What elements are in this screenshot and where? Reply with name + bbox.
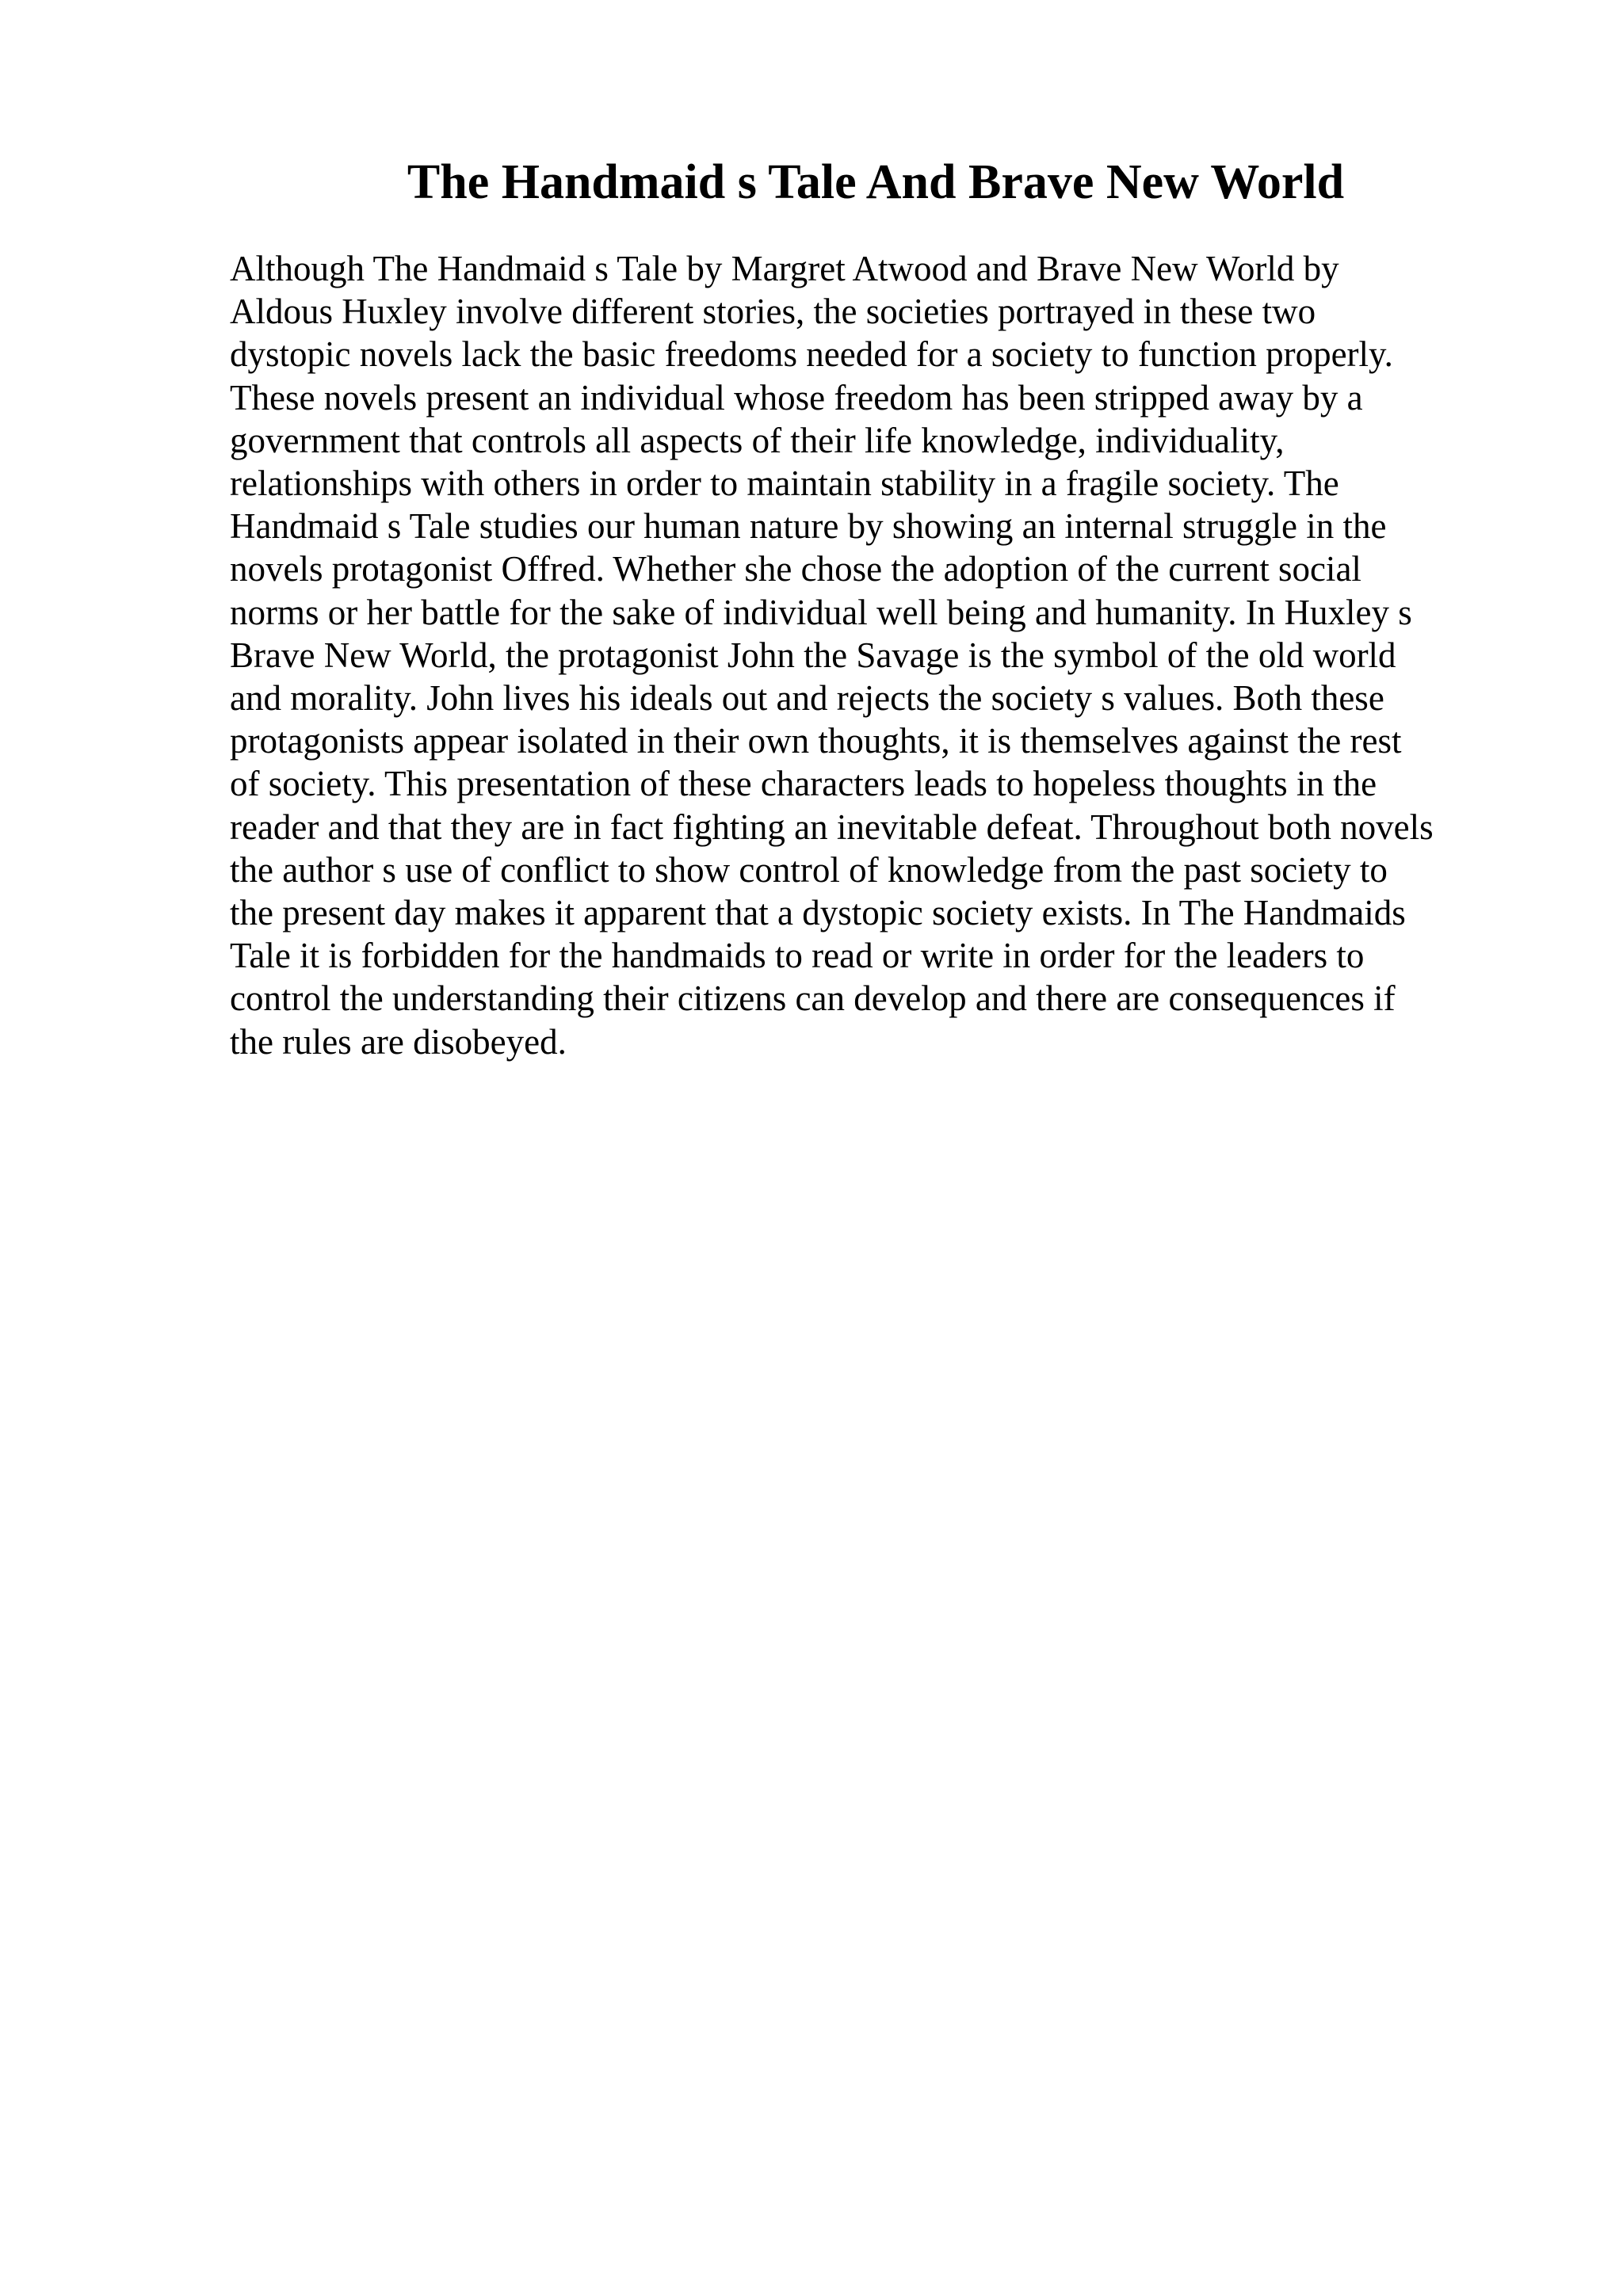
body-line: norms or her battle for the sake of individual well being and humanity. In Huxley s bbox=[230, 592, 1412, 632]
body-line: Handmaid s Tale studies our human nature by showing an internal struggle in the bbox=[230, 506, 1387, 547]
body-line: the rules are disobeyed. bbox=[230, 1021, 567, 1062]
body-line: Aldous Huxley involve different stories, the societies portrayed in these two bbox=[230, 292, 1316, 332]
body-line: novels protagonist Offred. Whether she chose the adoption of the current social bbox=[230, 549, 1361, 589]
body-line: These novels present an individual whose freedom has been stripped away by a bbox=[230, 377, 1363, 418]
body-line: of society. This presentation of these characters leads to hopeless thoughts in the bbox=[230, 764, 1377, 804]
body-line: Although The Handmaid s Tale by Margret Atwood and Brave New World by bbox=[230, 249, 1339, 288]
body-line: Tale it is forbidden for the handmaids to read or write in order for the leaders to bbox=[230, 936, 1365, 976]
body-line: Brave New World, the protagonist John the Savage is the symbol of the old world bbox=[230, 635, 1396, 675]
body-line: reader and that they are in fact fighting an inevitable defeat. Throughout both novels bbox=[230, 807, 1434, 847]
body-line: the present day makes it apparent that a dystopic society exists. In The Handmaids bbox=[230, 893, 1406, 933]
document-body bbox=[230, 247, 1498, 1063]
document-title: The Handmaid s Tale And Brave New World bbox=[407, 155, 1345, 209]
body-line: and morality. John lives his ideals out and rejects the society s values. Both these bbox=[230, 678, 1384, 719]
body-line: dystopic novels lack the basic freedoms needed for a society to function properly. bbox=[230, 334, 1393, 375]
body-line: relationships with others in order to maintain stability in a fragile society. The bbox=[230, 463, 1339, 504]
body-line: government that controls all aspects of their life knowledge, individuality, bbox=[230, 420, 1285, 460]
body-line: protagonists appear isolated in their own thoughts, it is themselves against the rest bbox=[230, 721, 1402, 761]
body-line: control the understanding their citizens can develop and there are consequences if bbox=[230, 978, 1396, 1019]
body-line: the author s use of conflict to show control of knowledge from the past society to bbox=[230, 849, 1388, 890]
